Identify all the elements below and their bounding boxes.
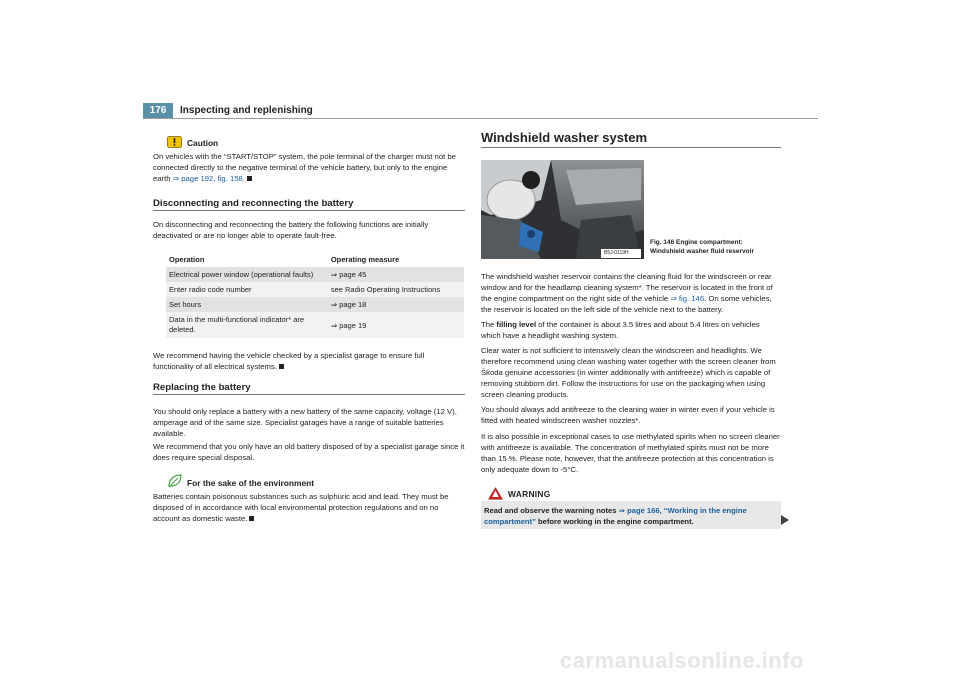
- table-row: [166, 297, 464, 312]
- end-of-section-mark: [247, 176, 252, 181]
- table-cell-link[interactable]: ⇒ page 45: [328, 267, 464, 282]
- washer-heading: Windshield washer system: [481, 130, 648, 145]
- table-header-measure: Operating measure: [328, 251, 464, 267]
- replacing-paragraph-2: We recommend that you only have an old battery disposed of by a specialist garage since it does require special disposal.: [153, 442, 465, 463]
- environment-title: For the sake of the environment: [187, 478, 315, 488]
- warning-text: Read and observe the warning notes ⇒ page 166, “Working in the engine compartment” before working in the engine compartment.: [484, 506, 747, 526]
- watermark: carmanualsonline.info: [560, 648, 804, 673]
- replacing-heading-rule: [153, 394, 465, 395]
- operations-table: [166, 251, 464, 338]
- caution-title: Caution: [187, 138, 219, 148]
- environment-icon: [167, 474, 183, 488]
- warning-page-link[interactable]: ⇒ page 166, “Working in the engine compartment”: [484, 506, 747, 526]
- disconnect-recommendation: We recommend having the vehicle checked by a specialist garage to ensure full functionality of all electrical systems.: [153, 351, 425, 372]
- table-row: [166, 312, 464, 338]
- table-cell-link[interactable]: ⇒ page 19: [328, 312, 464, 338]
- table-cell: see Radio Operating Instructions: [328, 282, 464, 297]
- figure-code-label: B5J-0119H: [604, 250, 629, 256]
- header-rule: [143, 118, 818, 119]
- running-header-title: Inspecting and replenishing: [180, 105, 313, 116]
- page-number: 176: [143, 103, 173, 119]
- disconnect-intro: On disconnecting and reconnecting the battery the following functions are initially deactivated or are no longer able to operate fault-free.: [153, 220, 429, 241]
- washer-heading-rule: [481, 147, 781, 148]
- washer-paragraph-3: Clear water is not sufficient to intensively clean the windscreen and headlights. We therefore recommend using clean washing water together with the screen cleaner from Škoda genuine accessories (in winter additionally with antifreeze) which is capable of removing stubborn dirt. Follow the instructions for use on the packaging when using screen cleaning products.: [481, 346, 776, 400]
- figure-146-link[interactable]: ⇒ fig. 146: [670, 294, 705, 304]
- environment-text: Batteries contain poisonous substances such as sulphuric acid and lead. They must be disposed of in accordance with local environmental protection regulations and on no account as domestic waste.: [153, 492, 449, 524]
- washer-paragraph-4: You should always add antifreeze to the cleaning water in winter even if your vehicle is fitted with heated windscreen washer nozzles*.: [481, 405, 775, 426]
- table-cell: Enter radio code number: [166, 282, 328, 297]
- table-cell: Set hours: [166, 297, 328, 312]
- next-page-arrow-icon[interactable]: [781, 515, 789, 525]
- table-header-operation: Operation: [166, 251, 328, 267]
- table-row: [166, 282, 464, 297]
- engine-compartment-figure: [481, 160, 644, 259]
- replacing-paragraph-1: You should only replace a battery with a new battery of the same capacity, voltage (12 V), amperage and of the same size. Specialist garages have a range of suitable batteries available.: [153, 407, 457, 439]
- washer-paragraph-2: The filling level of the container is about 3.5 litres and about 5.4 litres on vehicles which have a headlight washing system.: [481, 320, 760, 341]
- disconnect-heading-rule: [153, 210, 465, 211]
- disconnect-heading: Disconnecting and reconnecting the battery: [153, 198, 354, 209]
- warning-icon: [488, 487, 503, 500]
- table-row: [166, 267, 464, 282]
- washer-paragraph-5: It is also possible in exceptional cases to use methylated spirits when no screen cleaner with antifreeze is available. The concentration of methylated spirits must not be more than 15 %. Please note, however, that the antifreeze protection at this concentration is only adequate down to -5°C.: [481, 432, 780, 475]
- caution-icon: [167, 135, 182, 147]
- warning-title: WARNING: [508, 489, 551, 499]
- table-cell: Data in the multi-functional indicator* are deleted.: [166, 312, 328, 338]
- table-cell: Electrical power window (operational faults): [166, 267, 328, 282]
- table-cell-link[interactable]: ⇒ page 18: [328, 297, 464, 312]
- caution-page-link[interactable]: ⇒ page 192, fig. 158: [172, 174, 243, 184]
- end-of-section-mark: [279, 364, 284, 369]
- table-header-row: [166, 251, 464, 267]
- end-of-section-mark: [249, 516, 254, 521]
- washer-paragraph-1: The windshield washer reservoir contains the cleaning fluid for the windscreen or rear window and for the headlamp cleaning system*. The reservoir is located in the front of the engine compartment on the right side of the vehicle ⇒ fig. 146. On some vehicles, the reservoir is located on the left side of the vehicle next to the battery.: [481, 272, 773, 315]
- figure-caption: Fig. 146 Engine compartment: Windshield washer fluid reservoir: [650, 239, 754, 255]
- caution-text: On vehicles with the “START/STOP” system, the pole terminal of the charger must not be connected directly to the negative terminal of the vehicle battery, but only to the engine earth ⇒ page 192, fig. 158.: [153, 152, 456, 184]
- replacing-heading: Replacing the battery: [153, 382, 251, 393]
